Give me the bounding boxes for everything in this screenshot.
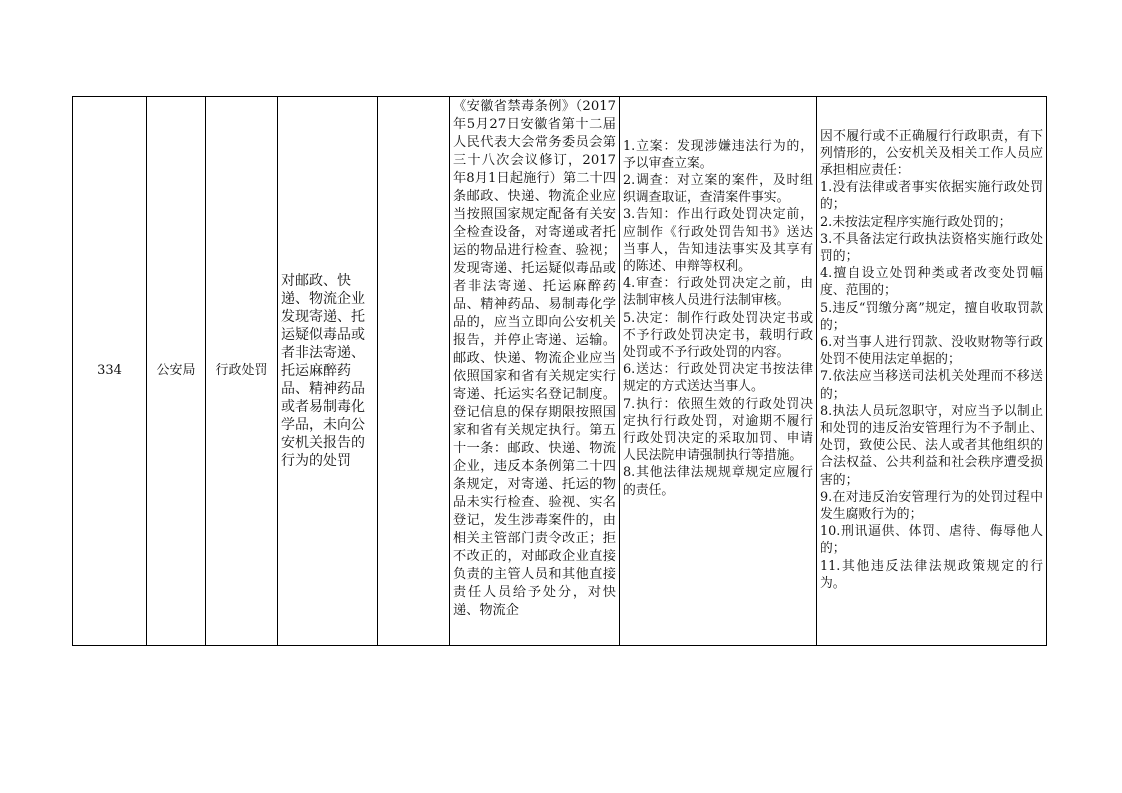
responsibility-item: 7.依法应当移送司法机关处理而不移送的； bbox=[820, 369, 1043, 402]
department: 公安局 bbox=[156, 363, 196, 379]
row-number: 334 bbox=[97, 363, 122, 379]
procedure-item: 7.执行：依照生效的行政处罚决定执行行政处罚，对逾期不履行行政处罚决定的采取加罚、申请人民法院申请强制执行等措施。 bbox=[623, 396, 813, 464]
row-number-cell bbox=[73, 97, 147, 646]
responsibility-item: 3.不具备法定行政执法资格实施行政处罚的； bbox=[820, 231, 1043, 264]
legal-basis-cell bbox=[450, 97, 620, 646]
responsibility-item: 因不履行或不正确履行行政职责，有下列情形的，公安机关及相关工作人员应承担相应责任： bbox=[820, 128, 1043, 178]
responsibility-item: 10.刑讯逼供、体罚、虐待、侮辱他人的； bbox=[820, 524, 1043, 557]
procedure-item: 1.立案：发现涉嫌违法行为的，予以审查立案。 bbox=[623, 138, 813, 171]
sub-item-cell bbox=[378, 97, 450, 646]
responsibility-item: 4.擅自设立处罚种类或者改变处罚幅度、范围的； bbox=[820, 266, 1043, 299]
procedure-item: 3.告知：作出行政处罚决定前，应制作《行政处罚告知书》送达当事人，告知违法事实及其享有的陈述、申辩等权利。 bbox=[623, 207, 813, 274]
sub-item bbox=[378, 98, 449, 645]
table-row bbox=[73, 97, 1047, 646]
department-cell bbox=[147, 97, 206, 646]
procedure-item: 8.其他法律法规规章规定应履行的责任。 bbox=[623, 465, 813, 498]
responsibility-list bbox=[817, 98, 1046, 645]
procedure-item: 5.决定：制作行政处罚决定书或不予行政处罚决定书，载明行政处罚或不予行政处罚的内容。 bbox=[623, 310, 813, 360]
category-cell bbox=[206, 97, 278, 646]
procedure-list bbox=[620, 98, 816, 645]
item-name: 对邮政、快递、物流企业发现寄递、托运疑似毒品或者非法寄递、托运麻醉药品、精神药品或者易制毒化学品，未向公安机关报告的行为的处罚 bbox=[281, 273, 365, 469]
document-page bbox=[72, 96, 1046, 645]
power-list-table bbox=[72, 96, 1047, 646]
procedure-item: 6.送达：行政处罚决定书按法律规定的方式送达当事人。 bbox=[623, 362, 813, 395]
responsibility-cell bbox=[817, 97, 1047, 646]
responsibility-item: 6.对当事人进行罚款、没收财物等行政处罚不使用法定单据的； bbox=[820, 334, 1043, 368]
responsibility-item: 1.没有法律或者事实依据实施行政处罚的； bbox=[820, 180, 1043, 213]
procedure-cell bbox=[620, 97, 817, 646]
responsibility-item: 9.在对违反治安管理行为的处罚过程中发生腐败行为的； bbox=[820, 489, 1043, 522]
power-category: 行政处罚 bbox=[215, 363, 268, 379]
procedure-item: 2.调查：对立案的案件，及时组织调查取证，查清案件事实。 bbox=[623, 172, 813, 206]
responsibility-item: 5.违反“罚缴分离”规定，擅自收取罚款的； bbox=[820, 300, 1043, 333]
responsibility-item: 2.未按法定程序实施行政处罚的； bbox=[820, 214, 1012, 230]
legal-basis: 《安徽省禁毒条例》（2017年5月27日安徽省第十二届人民代表大会常务委员会第三十八次会议修订，2017年8月1日起施行）第二十四条邮政、快递、物流企业应当按照国家规定配备有关安全检查设备，对寄递或者托运的物品进行检查、验视；发现寄递、托运疑似毒品或者非法寄递、托运麻醉药品、精神药品、易制毒化学品的，应当立即向公安机关报告，并停止寄递、运输。邮政、快递、物流企业应当依照国家和省有关规定实行寄递、托运实名登记制度。登记信息的保存期限按照国家和省有关规定执行。第五十一条：邮政、快递、物流企业，违反本条例第二十四条规定，对寄递、托运的物品未实行检查、验视、实名登记，发生涉毒案件的，由相关主管部门责令改正；拒不改正的，对邮政企业直接负责的主管人员和其他直接责任人员给予处分，对快递、物流企 bbox=[453, 99, 616, 618]
procedure-item: 4.审查：行政处罚决定之前，由法制审核人员进行法制审核。 bbox=[623, 276, 813, 309]
responsibility-item: 11.其他违反法律法规政策规定的行为。 bbox=[820, 558, 1043, 591]
responsibility-item: 8.执法人员玩忽职守，对应当予以制止和处罚的违反治安管理行为不予制止、处罚，致使公民、法人或者其他组织的合法权益、公共利益和社会秩序遭受损害的； bbox=[820, 403, 1043, 488]
item-name-cell bbox=[278, 97, 378, 646]
